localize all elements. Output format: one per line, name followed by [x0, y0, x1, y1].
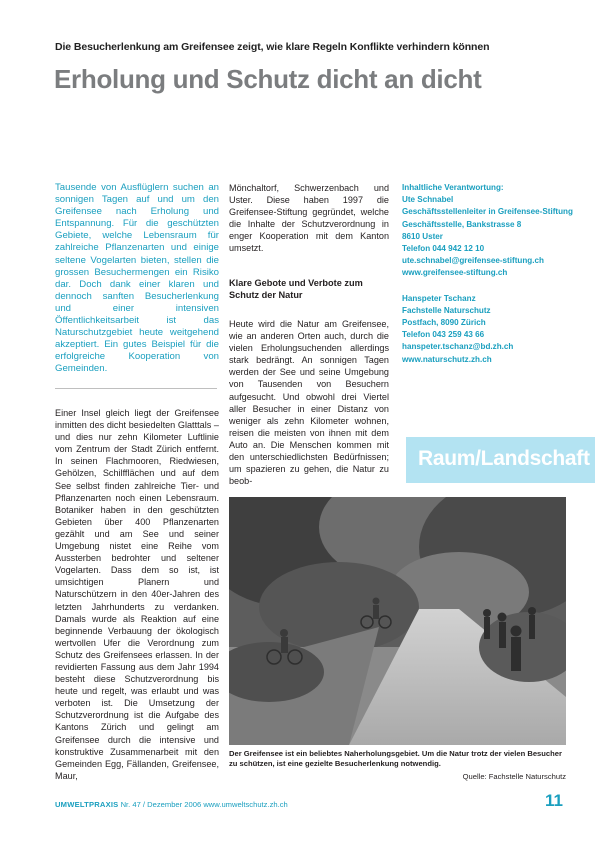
- photo-caption: Der Greifensee ist ein beliebtes Naherholungsgebiet. Um die Natur trotz der vielen Besucher zu schützen, ist eine gezielte Besucherlenkung notwendig.: [229, 749, 562, 768]
- contact-city: 8610 Uster: [402, 231, 443, 241]
- photo-source: Quelle: Fachstelle Naturschutz: [462, 772, 566, 781]
- contact-box: [402, 182, 577, 379]
- footer-brand: UMWELTPRAXIS: [55, 800, 119, 809]
- subheading: Klare Gebote und Verbote zum Schutz der Natur: [229, 278, 363, 301]
- category-text: Raum/Landschaft: [418, 447, 590, 470]
- lead-paragraph: Tausende von Ausflüglern suchen an sonnigen Tagen auf und um den Greifensee nach Erholung und Entspannung. Für die geschützten Gebiete, welche Lebensraum für zahlreiche Pflanzenarten und einige seltene Vogelarten bieten, stellen die grossen Besuchermengen ein Risiko dar. Doch dank einer klaren und dennoch sanften Besucherlenkung und einer intensiven Öffentlichkeitsarbeit ist das Naturschutzgebiet heute weitgehend akzeptiert. Ein gutes Beispiel für die erfolgreiche Kooperation von Gemeinden.: [55, 182, 219, 375]
- headline: Erholung und Schutz dicht an dicht: [54, 64, 482, 94]
- divider: [55, 388, 217, 389]
- kicker: Die Besucherlenkung am Greifensee zeigt, wie klare Regeln Konflikte verhindern können: [55, 41, 490, 53]
- contact-phone: Telefon 043 259 43 66: [402, 330, 485, 340]
- contact-heading: Inhaltliche Verantwortung:: [402, 183, 504, 192]
- page-number: 11: [545, 791, 563, 810]
- footer-issue: Nr. 47 / Dezember 2006: [120, 800, 202, 809]
- contact-address: Geschäftsstelle, Bankstrasse 8: [402, 219, 522, 229]
- contact-email-link[interactable]: ute.schnabel@greifensee-stiftung.ch: [402, 256, 544, 266]
- footer: [55, 800, 288, 809]
- body-text-column-1: Einer Insel gleich liegt der Greifensee inmitten des dicht besiedelten Glatttals – und dies nur zehn Kilometer Luftlinie vom Zentrum der Stadt Zürich entfernt. In seinen Flachmooren, Riedwiesen, Gehölzen, Schilfflächen und auf dem See selbst finden zahlreiche Tier- und Pflanzenarten noch einen Lebensraum. Botaniker haben in den geschützten Gebieten über 400 Pflanzenarten gezählt und am See und seiner Umgebung nistet eine Reihe vom Aussterben bedrohter und seltener Vogelarten. Dass dem so ist, ist umsichtigen Planern und Naturschützern in den 40er-Jahren des letzten Jahrhunderts zu verdanken. Damals wurde als Reaktion auf eine beginnende Verbauung der ökologisch wertvollen Ufer die Verordnung zum Schutz des Greifensees erlassen. In der revidierten Fassung aus dem Jahr 1994 besteht diese Schutzverordnung bis heute und regelt, was erlaubt und was verboten ist. Die Umsetzung der Schutzverordnung ist die Aufgabe des Kantons Zürich und gelingt am Greifensee durch die intensive und konstruktive Zusammenarbeit mit den Gemeinden Egg, Fällanden, Greifensee, Maur,: [55, 408, 219, 781]
- body-text-column-2: Mönchaltorf, Schwerzenbach und Uster. Diese haben 1997 die Greifensee-Stiftung gegründet, welche die Inhalte der Schutzverordnung in enger Kooperation mit dem Kanton umsetzt.: [229, 183, 389, 254]
- contact-phone: Telefon 044 942 12 10: [402, 244, 485, 254]
- contact-role: Fachstelle Naturschutz: [402, 305, 491, 315]
- contact-website-link[interactable]: www.naturschutz.zh.ch: [402, 354, 492, 364]
- contact-website-link[interactable]: www.greifensee-stiftung.ch: [402, 268, 508, 278]
- category-label: [406, 437, 595, 483]
- body-text-column-2b: Heute wird die Natur am Greifensee, wie an anderen Orten auch, durch die vielen Erholungsuchenden allerdings stark bedrängt. An sonnigen Tagen werden der See und seine Umgebung von Tausenden von Besuchern aufgesucht. Und obwohl drei Viertel aller Besucher in einer Distanz von weniger als zehn Kilometer wohnen, reisen die meisten von ihnen mit dem Auto an. Die Menschen kommen mit den unterschiedlichsten Bedürfnissen; um spazieren zu gehen, die Natur zu beob-: [229, 319, 389, 487]
- contact-address: Postfach, 8090 Zürich: [402, 318, 486, 328]
- contact-email-link[interactable]: hanspeter.tschanz@bd.zh.ch: [402, 342, 514, 352]
- footer-url-link[interactable]: www.umweltschutz.zh.ch: [203, 800, 288, 809]
- photo-lakeside-path: [229, 497, 566, 745]
- contact-role: Geschäftsstellenleiter in Greifensee-Stiftung: [402, 207, 573, 217]
- contact-name: Hanspeter Tschanz: [402, 293, 476, 303]
- contact-name: Ute Schnabel: [402, 195, 454, 205]
